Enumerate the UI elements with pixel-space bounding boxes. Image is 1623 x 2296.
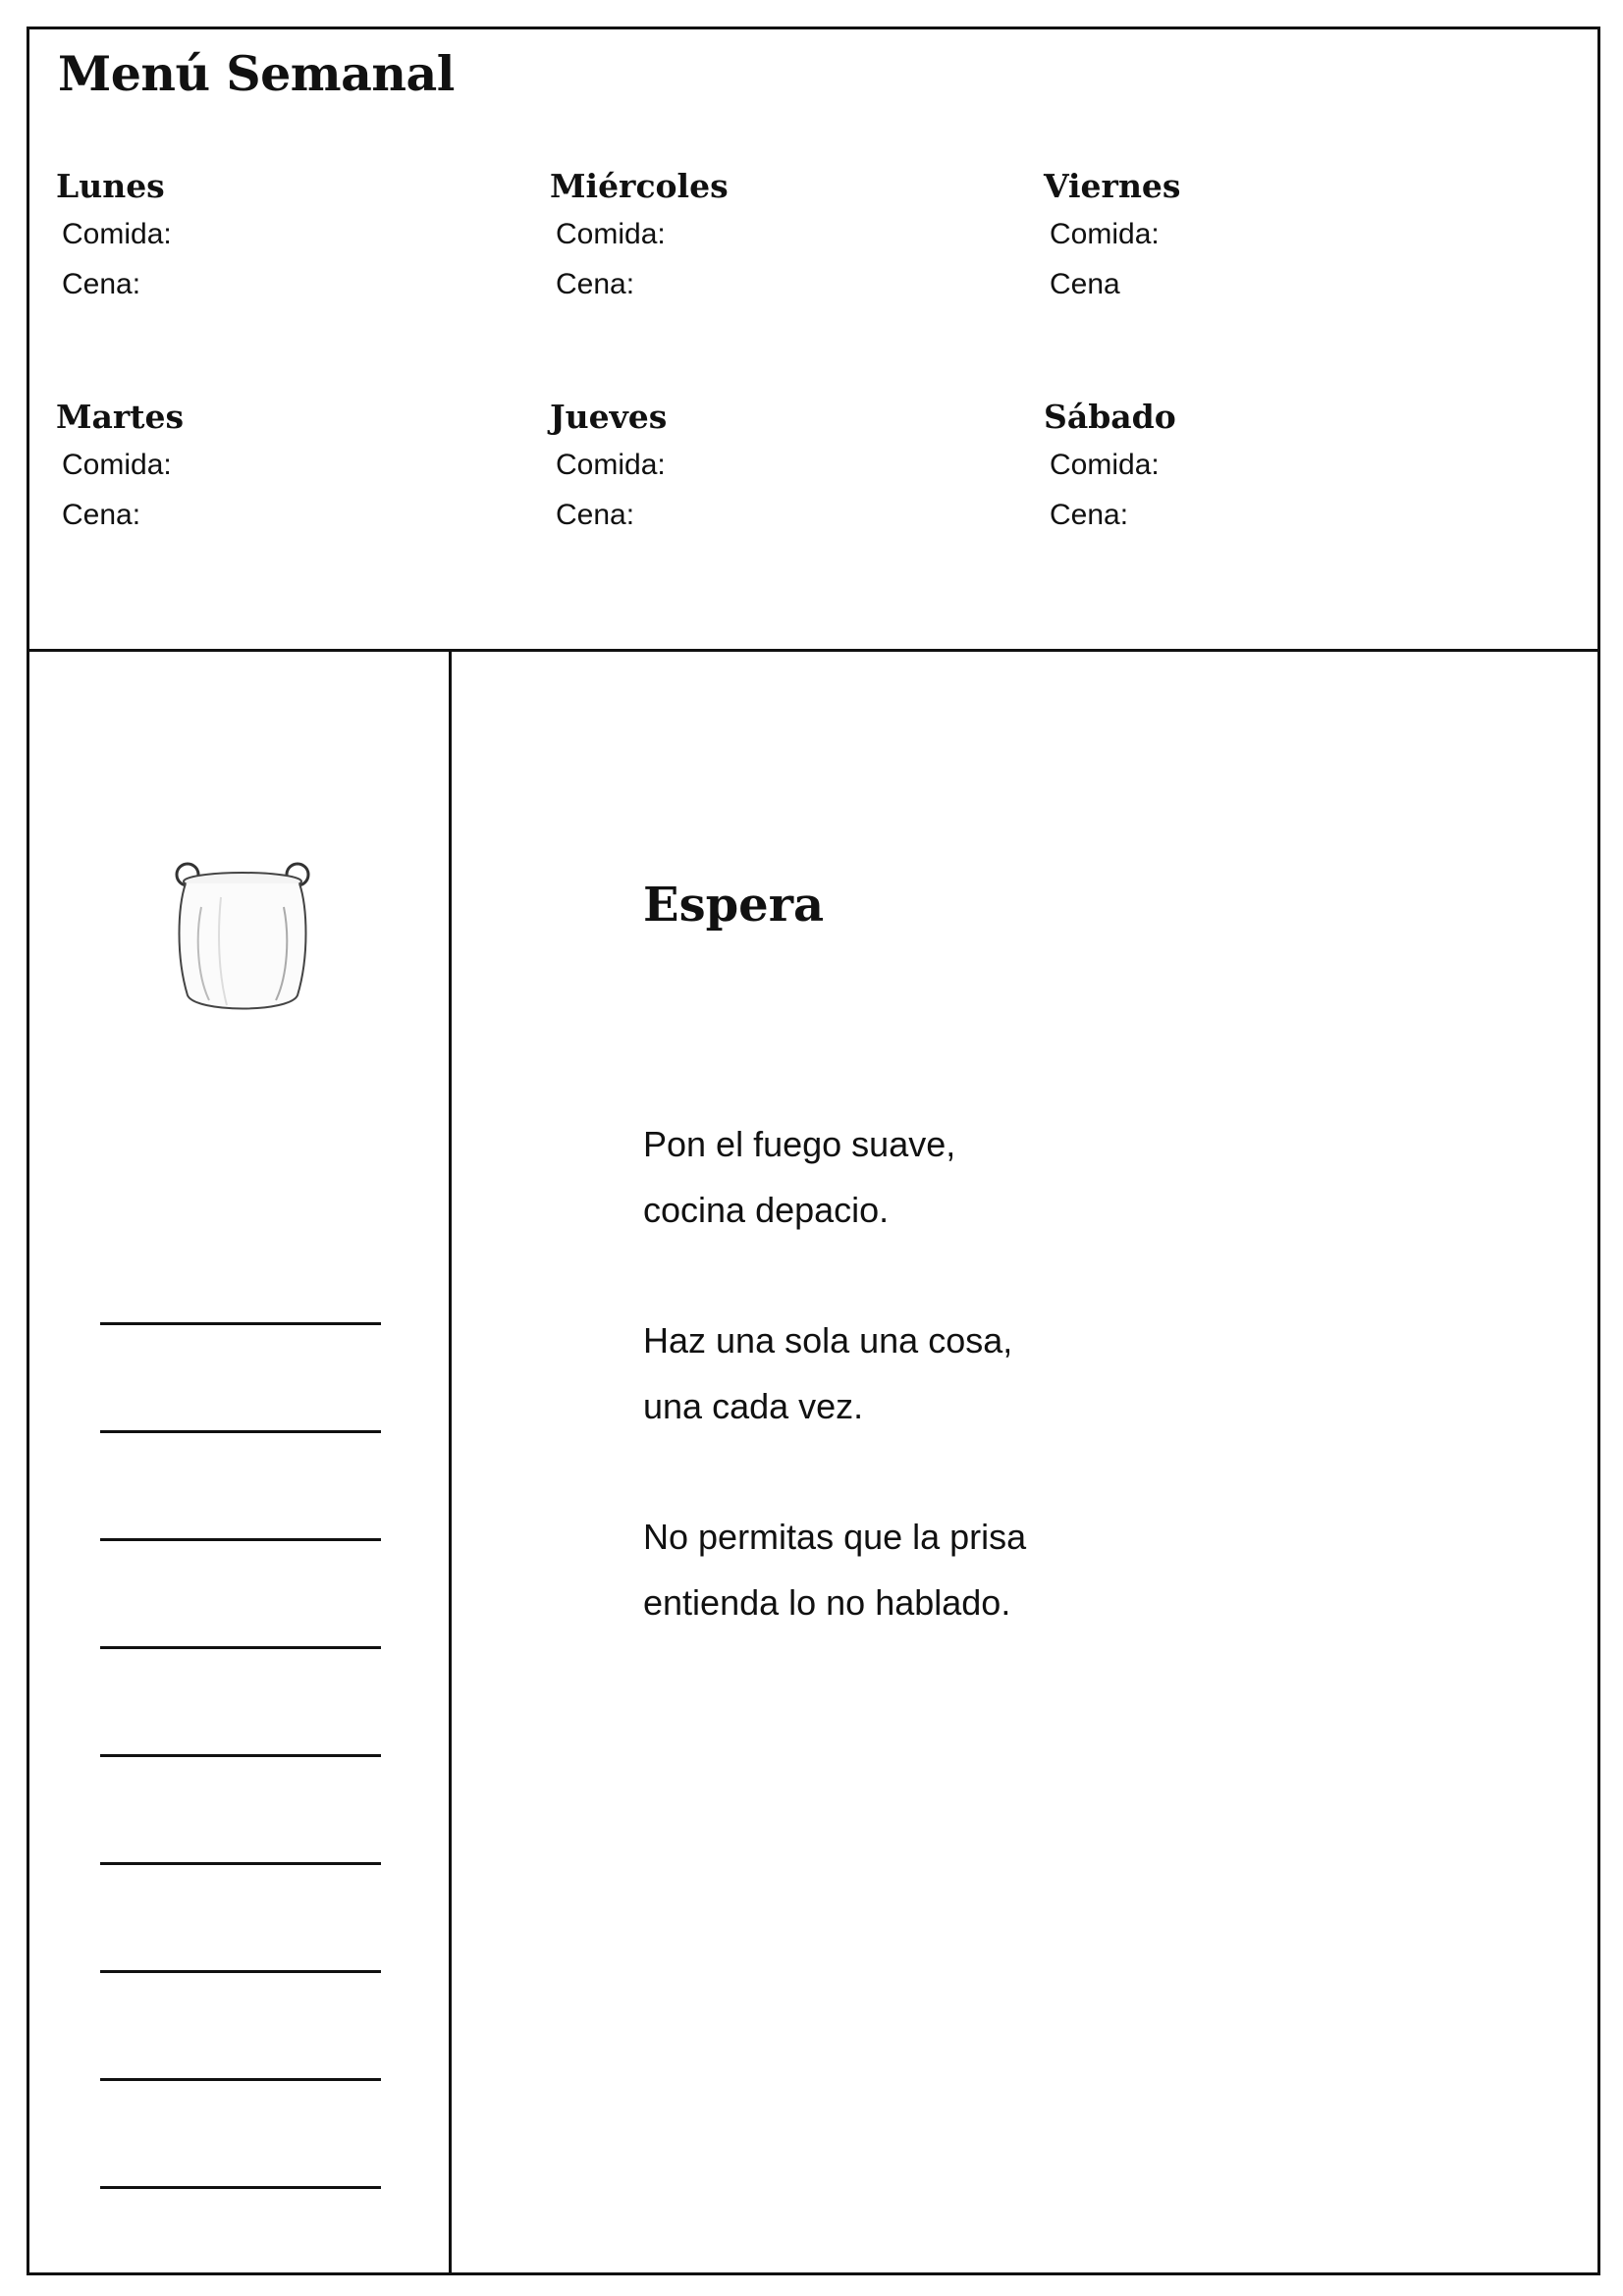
meal-comida: Comida:	[1050, 218, 1160, 250]
day-jueves	[552, 398, 1023, 544]
day-name: Lunes	[56, 167, 165, 205]
poem-line: Pon el fuego suave,	[643, 1124, 956, 1164]
meal-comida: Comida:	[62, 449, 172, 481]
meal-comida: Comida:	[556, 218, 666, 250]
poem-stanza	[643, 1111, 1429, 1243]
poem-title: Espera	[643, 878, 825, 933]
poem-line: una cada vez.	[643, 1386, 864, 1426]
poem-line: Haz una sola una cosa,	[643, 1320, 1013, 1361]
day-martes	[58, 398, 529, 544]
note-line[interactable]	[100, 1754, 381, 1757]
meal-cena: Cena:	[1050, 499, 1129, 531]
weekly-menu-section	[29, 29, 1597, 652]
note-line[interactable]	[100, 1538, 381, 1541]
day-lunes	[58, 167, 529, 313]
poem-line: entienda lo no hablado.	[643, 1582, 1011, 1623]
day-name: Jueves	[550, 398, 668, 436]
note-line[interactable]	[100, 1970, 381, 1973]
note-line[interactable]	[100, 1322, 381, 1325]
notes-column	[29, 652, 452, 2272]
poem-stanza	[643, 1504, 1429, 1635]
note-line[interactable]	[100, 1646, 381, 1649]
day-name: Miércoles	[550, 167, 729, 205]
meal-comida: Comida:	[62, 218, 172, 250]
day-name: Viernes	[1044, 167, 1181, 205]
day-name: Sábado	[1044, 398, 1176, 436]
poem-area	[452, 652, 1597, 2272]
meal-cena: Cena:	[62, 268, 141, 300]
poem-line: cocina depacio.	[643, 1190, 890, 1230]
menu-sheet	[27, 27, 1600, 2275]
meal-cena: Cena	[1050, 268, 1120, 300]
menu-title: Menú Semanal	[58, 45, 455, 102]
note-line[interactable]	[100, 2186, 381, 2189]
meal-cena: Cena:	[556, 268, 635, 300]
day-name: Martes	[56, 398, 185, 436]
meal-comida: Comida:	[556, 449, 666, 481]
cooking-pot-icon	[162, 848, 323, 1021]
note-line[interactable]	[100, 1430, 381, 1433]
meal-comida: Comida:	[1050, 449, 1160, 481]
meal-cena: Cena:	[62, 499, 141, 531]
note-line[interactable]	[100, 2078, 381, 2081]
poem-line: No permitas que la prisa	[643, 1517, 1027, 1557]
note-line[interactable]	[100, 1862, 381, 1865]
day-miercoles	[552, 167, 1023, 313]
meal-cena: Cena:	[556, 499, 635, 531]
day-viernes	[1046, 167, 1517, 313]
poem-stanza	[643, 1308, 1429, 1439]
day-sabado	[1046, 398, 1517, 544]
